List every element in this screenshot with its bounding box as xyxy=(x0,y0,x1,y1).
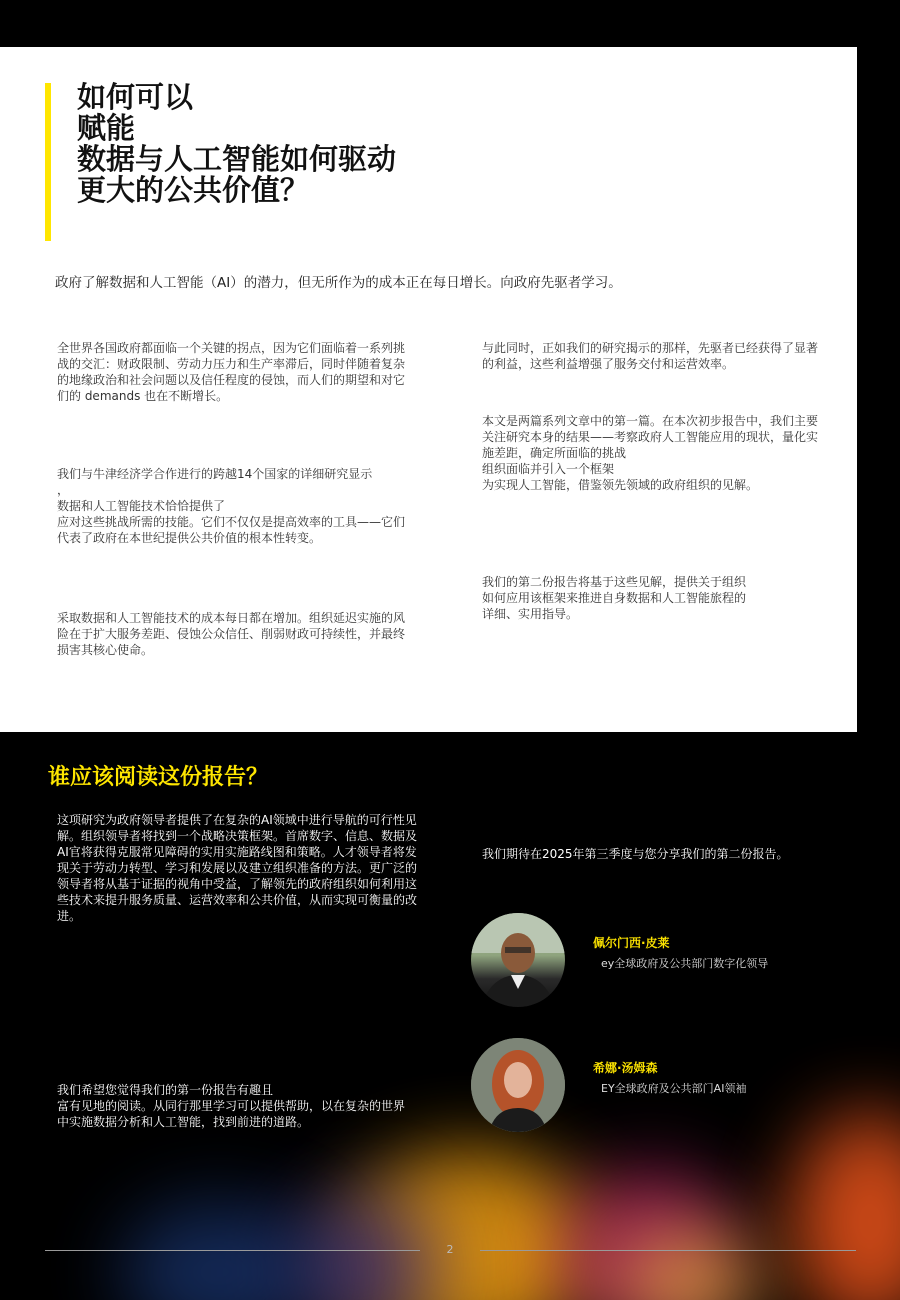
title-line: 数据与人工智能如何驱动 xyxy=(77,142,397,176)
footer-divider xyxy=(480,1250,856,1251)
right-paragraph-3: 我们的第二份报告将基于这些见解，提供关于组织 如何应用该框架来推进自身数据和人工智能旅程的 详细、实用指导。 xyxy=(482,575,747,621)
readers-paragraph-3: 我们期待在2025年第三季度与您分享我们的第二份报告。 xyxy=(482,847,789,861)
person-photo-icon xyxy=(471,913,565,1007)
person-role: ey全球政府及公共部门数字化领导 xyxy=(601,957,769,970)
page-number: 2 xyxy=(446,1243,454,1256)
intro-paragraph: 政府了解数据和人工智能（AI）的潜力，但无所作为的成本正在每日增长。向政府先驱者学习。 xyxy=(55,275,622,291)
person-role: EY全球政府及公共部门AI领袖 xyxy=(601,1082,747,1095)
right-paragraph-1: 与此同时，正如我们的研究揭示的那样，先驱者已经获得了显著的利益，这些利益增强了服务交付和运营效率。 xyxy=(482,341,819,371)
readers-paragraph-1: 这项研究为政府领导者提供了在复杂的AI领域中进行导航的可行性见解。组织领导者将找到一个战略决策框架。首席数字、信息、数据及AI官将获得克服常见障碍的实用实施路线图和策略。人才领导者将发现关于劳动力转型、学习和发展以及建立组织准备的方法。更广泛的领导者将从基于证据的视角中受益，了解领先的政府组织如何利用这些技术来提升服务质量、运营效率和公共价值，从而实现可衡量的改进。 xyxy=(57,813,418,923)
person-name: 佩尔门西·皮莱 xyxy=(593,936,670,950)
left-paragraph-3: 采取数据和人工智能技术的成本每日都在增加。组织延迟实施的风险在于扩大服务差距、侵蚀公众信任、削弱财政可持续性，并最终损害其核心使命。 xyxy=(57,611,406,657)
page-title xyxy=(77,82,396,206)
person-name: 希娜·汤姆森 xyxy=(593,1061,658,1075)
title-line: 如何可以 xyxy=(77,80,194,114)
left-paragraph-1: 全世界各国政府都面临一个关键的拐点，因为它们面临着一系列挑战的交汇：财政限制、劳动力压力和生产率滞后，同时伴随着复杂的地缘政治和社会问题以及信任程度的侵蚀，而人们的期望和对它们的 demands 也在不断增长。 xyxy=(57,341,406,403)
person-photo-icon xyxy=(471,1038,565,1132)
footer-divider xyxy=(45,1250,420,1251)
right-paragraph-2: 本文是两篇系列文章中的第一篇。在本次初步报告中，我们主要关注研究本身的结果——考察政府人工智能应用的现状，量化实施差距，确定所面临的挑战 组织面临并引入一个框架 为实现人工智能，借鉴领先领域的政府组织的见解。 xyxy=(482,414,819,492)
readers-paragraph-2: 我们希望您觉得我们的第一份报告有趣且 富有见地的阅读。从同行那里学习可以提供帮助，以在复杂的世界中实施数据分析和人工智能，找到前进的道路。 xyxy=(57,1083,406,1129)
avatar xyxy=(471,1038,565,1132)
background-glow xyxy=(120,1202,320,1300)
avatar xyxy=(471,913,565,1007)
title-line: 赋能 xyxy=(77,111,136,145)
title-accent-bar xyxy=(45,83,51,241)
readers-section-title: 谁应该阅读这份报告？ xyxy=(48,765,269,790)
background-glow xyxy=(790,1112,900,1300)
left-paragraph-2: 我们与牛津经济学合作进行的跨越14个国家的详细研究显示 ， 数据和人工智能技术恰恰提供了 应对这些挑战所需的技能。它们不仅仅是提高效率的工具——它们代表了政府在本世纪提供公共价值的根本性转变。 xyxy=(57,467,406,545)
title-line: 更大的公共价值？ xyxy=(77,173,310,207)
